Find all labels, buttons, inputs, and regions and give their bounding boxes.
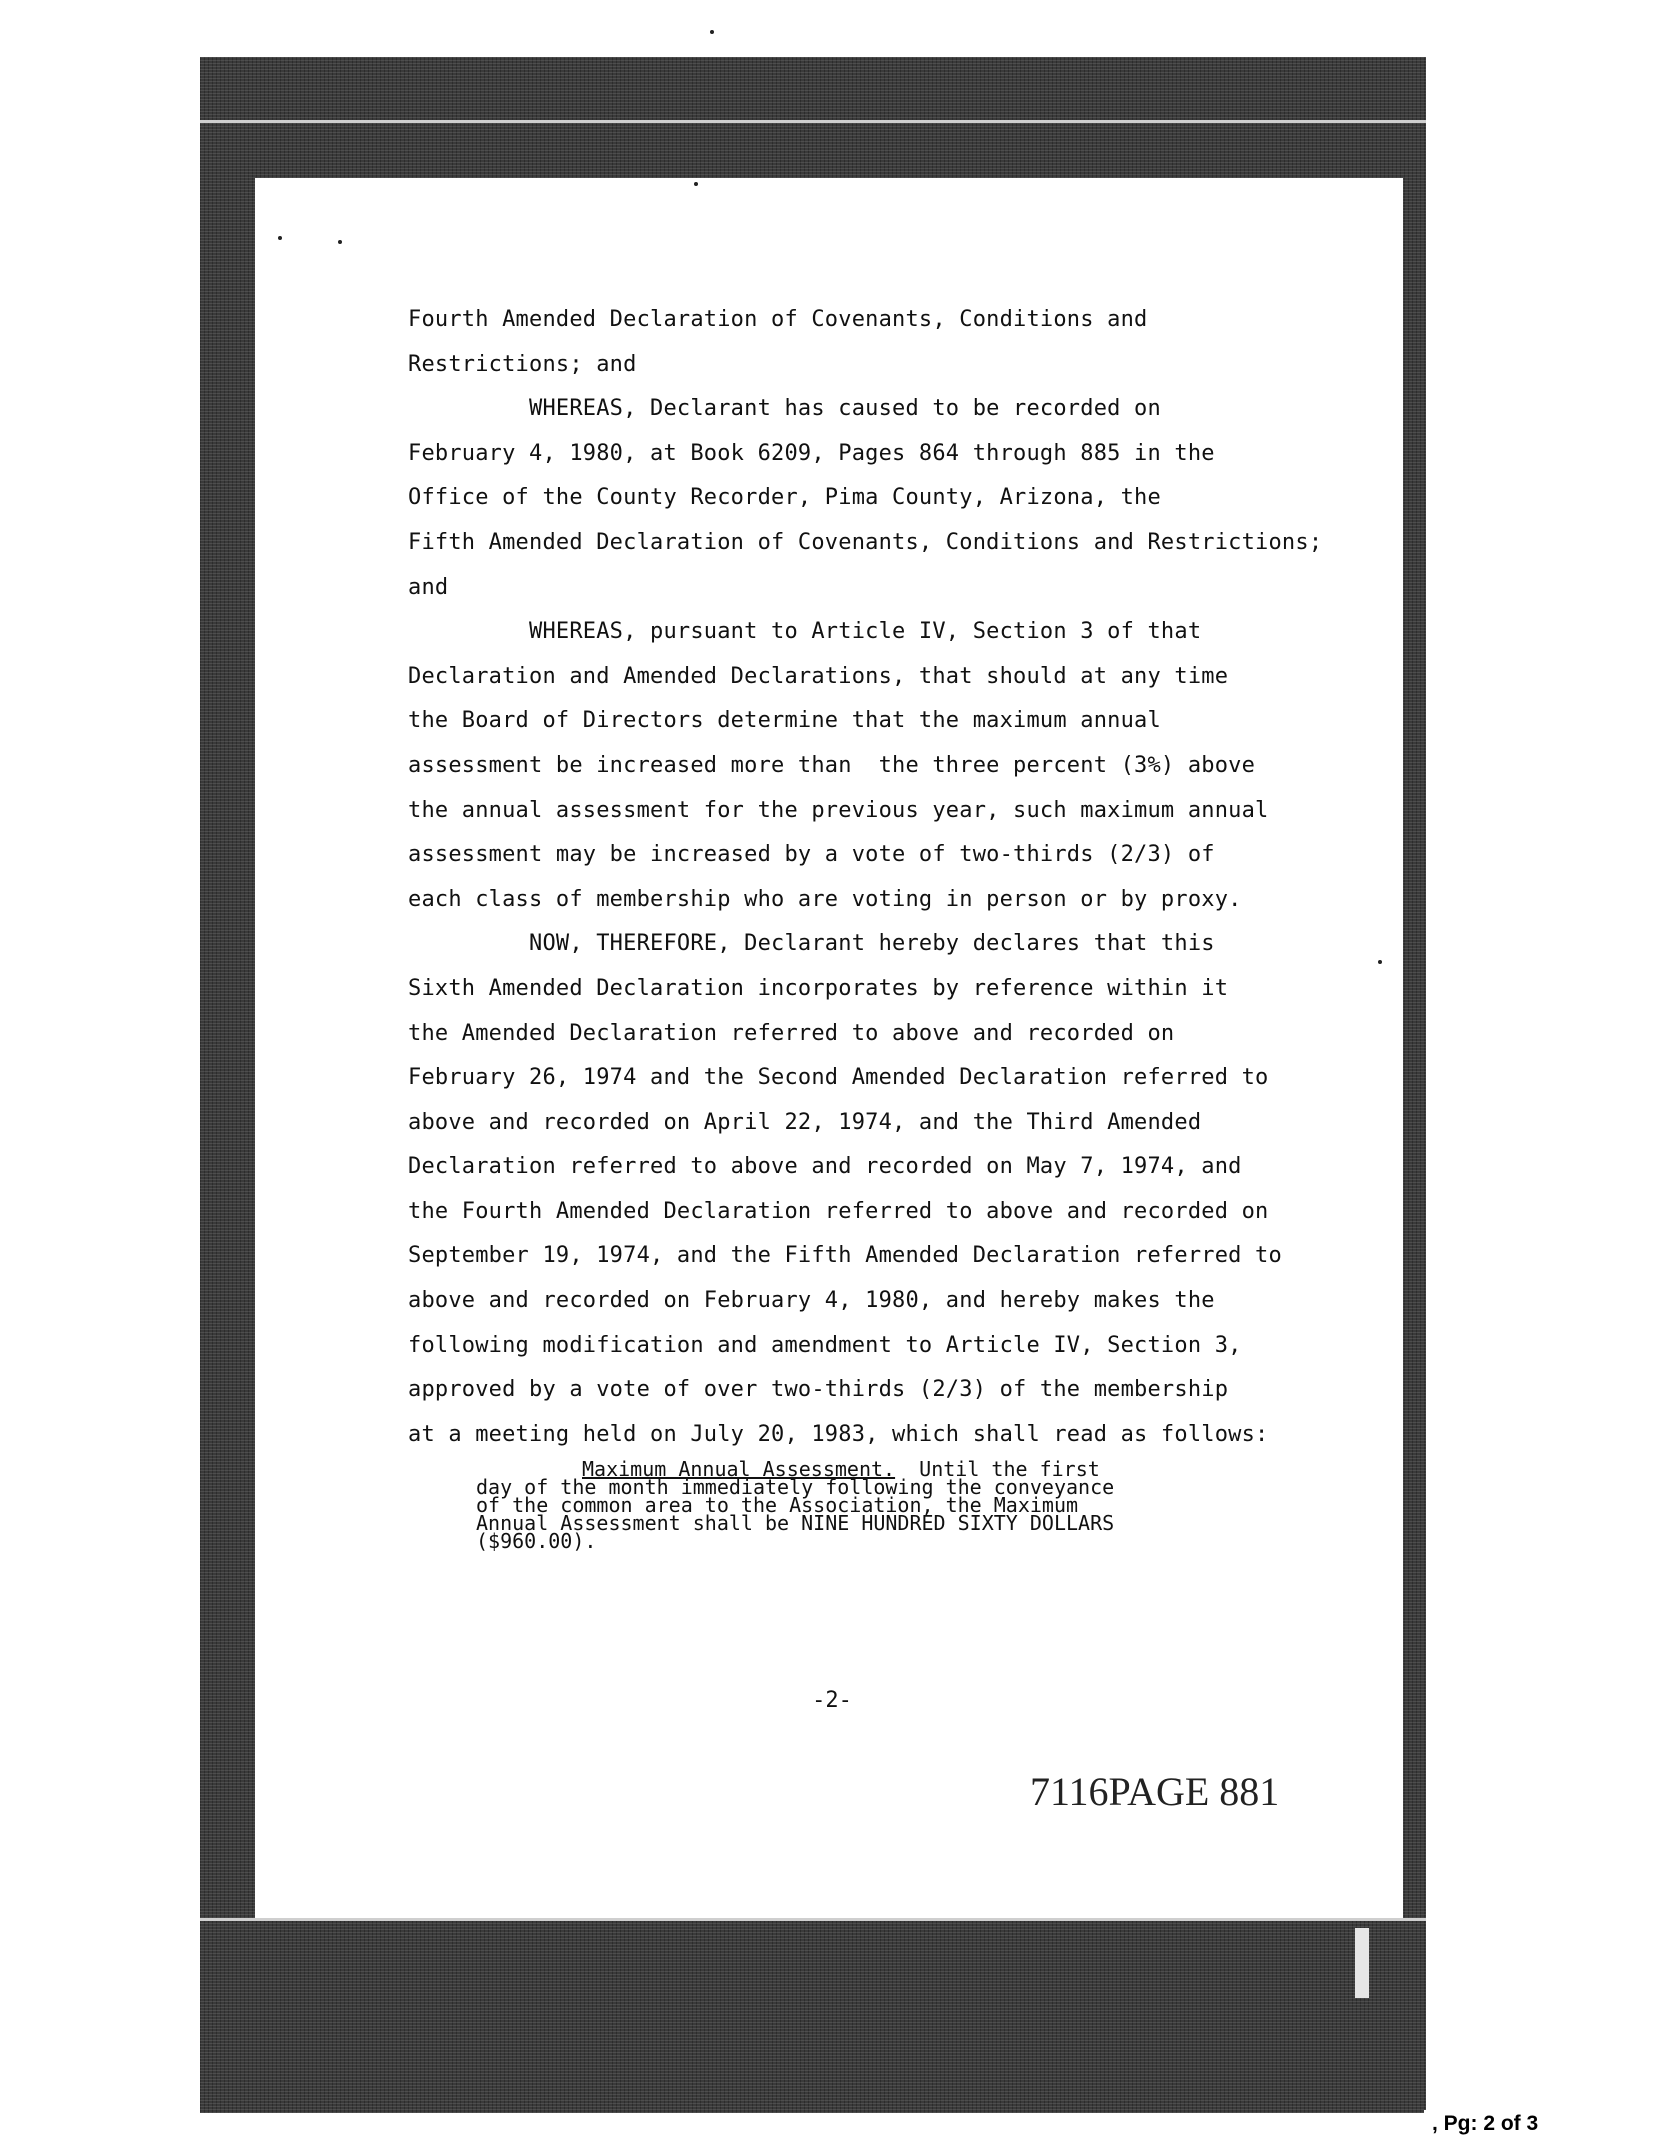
body-line: following modification and amendment to Article IV, Section 3,: [408, 1332, 1242, 1358]
page-number: -2-: [812, 1688, 852, 1713]
body-line: the Fourth Amended Declaration referred to above and recorded on: [408, 1198, 1269, 1224]
quote-first-rest: Until the first: [895, 1457, 1100, 1481]
declaration-body: [408, 298, 1328, 1457]
scan-speck: [278, 236, 282, 240]
body-line: the Amended Declaration referred to above and recorded on: [408, 1020, 1175, 1046]
body-line: assessment be increased more than the three percent (3%) above: [408, 752, 1256, 778]
body-line: Sixth Amended Declaration incorporates by reference within it: [408, 975, 1229, 1001]
body-line: Fifth Amended Declaration of Covenants, Conditions and Restrictions;: [408, 529, 1323, 555]
scan-speck: [1378, 960, 1382, 964]
body-line: approved by a vote of over two-thirds (2/3) of the membership: [408, 1377, 1229, 1403]
body-line: above and recorded on April 22, 1974, and the Third Amended: [408, 1109, 1202, 1135]
page-count-label: , Pg: 2 of 3: [1424, 2110, 1546, 2138]
body-line: Office of the County Recorder, Pima County, Arizona, the: [408, 485, 1161, 511]
body-line: Restrictions; and: [408, 351, 637, 377]
body-line: Fourth Amended Declaration of Covenants, Conditions and: [408, 307, 1148, 332]
scan-speck: [710, 30, 714, 34]
quote-line: Annual Assessment shall be NINE HUNDRED SIXTY DOLLARS: [476, 1511, 1115, 1535]
scan-artifact-strip: [1355, 1928, 1369, 1998]
body-line: NOW, THEREFORE, Declarant hereby declares that this: [408, 931, 1215, 957]
book-page-stamp: 7116PAGE 881: [1030, 1769, 1280, 1814]
body-line: February 4, 1980, at Book 6209, Pages 864 through 885 in the: [408, 440, 1215, 466]
body-line: assessment may be increased by a vote of two-thirds (2/3) of: [408, 842, 1215, 868]
body-line: above and recorded on February 4, 1980, and hereby makes the: [408, 1288, 1215, 1314]
body-line: Declaration referred to above and recorded on May 7, 1974, and: [408, 1154, 1242, 1180]
quote-line: ($960.00).: [476, 1529, 597, 1553]
body-line: the Board of Directors determine that the maximum annual: [408, 708, 1161, 734]
body-line: and: [408, 574, 449, 600]
body-line: September 19, 1974, and the Fifth Amended Declaration referred to: [408, 1243, 1282, 1269]
scan-speck: [338, 240, 342, 244]
quote-line: of the common area to the Association, the Maximum: [476, 1493, 1079, 1517]
body-line: WHEREAS, Declarant has caused to be recorded on: [408, 396, 1161, 422]
body-line: the annual assessment for the previous year, such maximum annual: [408, 797, 1269, 823]
quoted-amendment: [476, 1457, 1236, 1553]
quote-line: day of the month immediately following the conveyance: [476, 1475, 1115, 1499]
body-line: February 26, 1974 and the Second Amended Declaration referred to: [408, 1065, 1269, 1091]
body-line: at a meeting held on July 20, 1983, which shall read as follows:: [408, 1421, 1269, 1447]
body-line: each class of membership who are voting in person or by proxy.: [408, 886, 1242, 912]
frame-bottom-line: [200, 1918, 1426, 1921]
quote-heading: Maximum Annual Assessment.: [582, 1457, 896, 1481]
body-line: Declaration and Amended Declarations, that should at any time: [408, 663, 1229, 689]
scan-speck: [694, 182, 698, 186]
body-line: WHEREAS, pursuant to Article IV, Section 3 of that: [408, 619, 1202, 645]
frame-top-line: [200, 120, 1426, 123]
